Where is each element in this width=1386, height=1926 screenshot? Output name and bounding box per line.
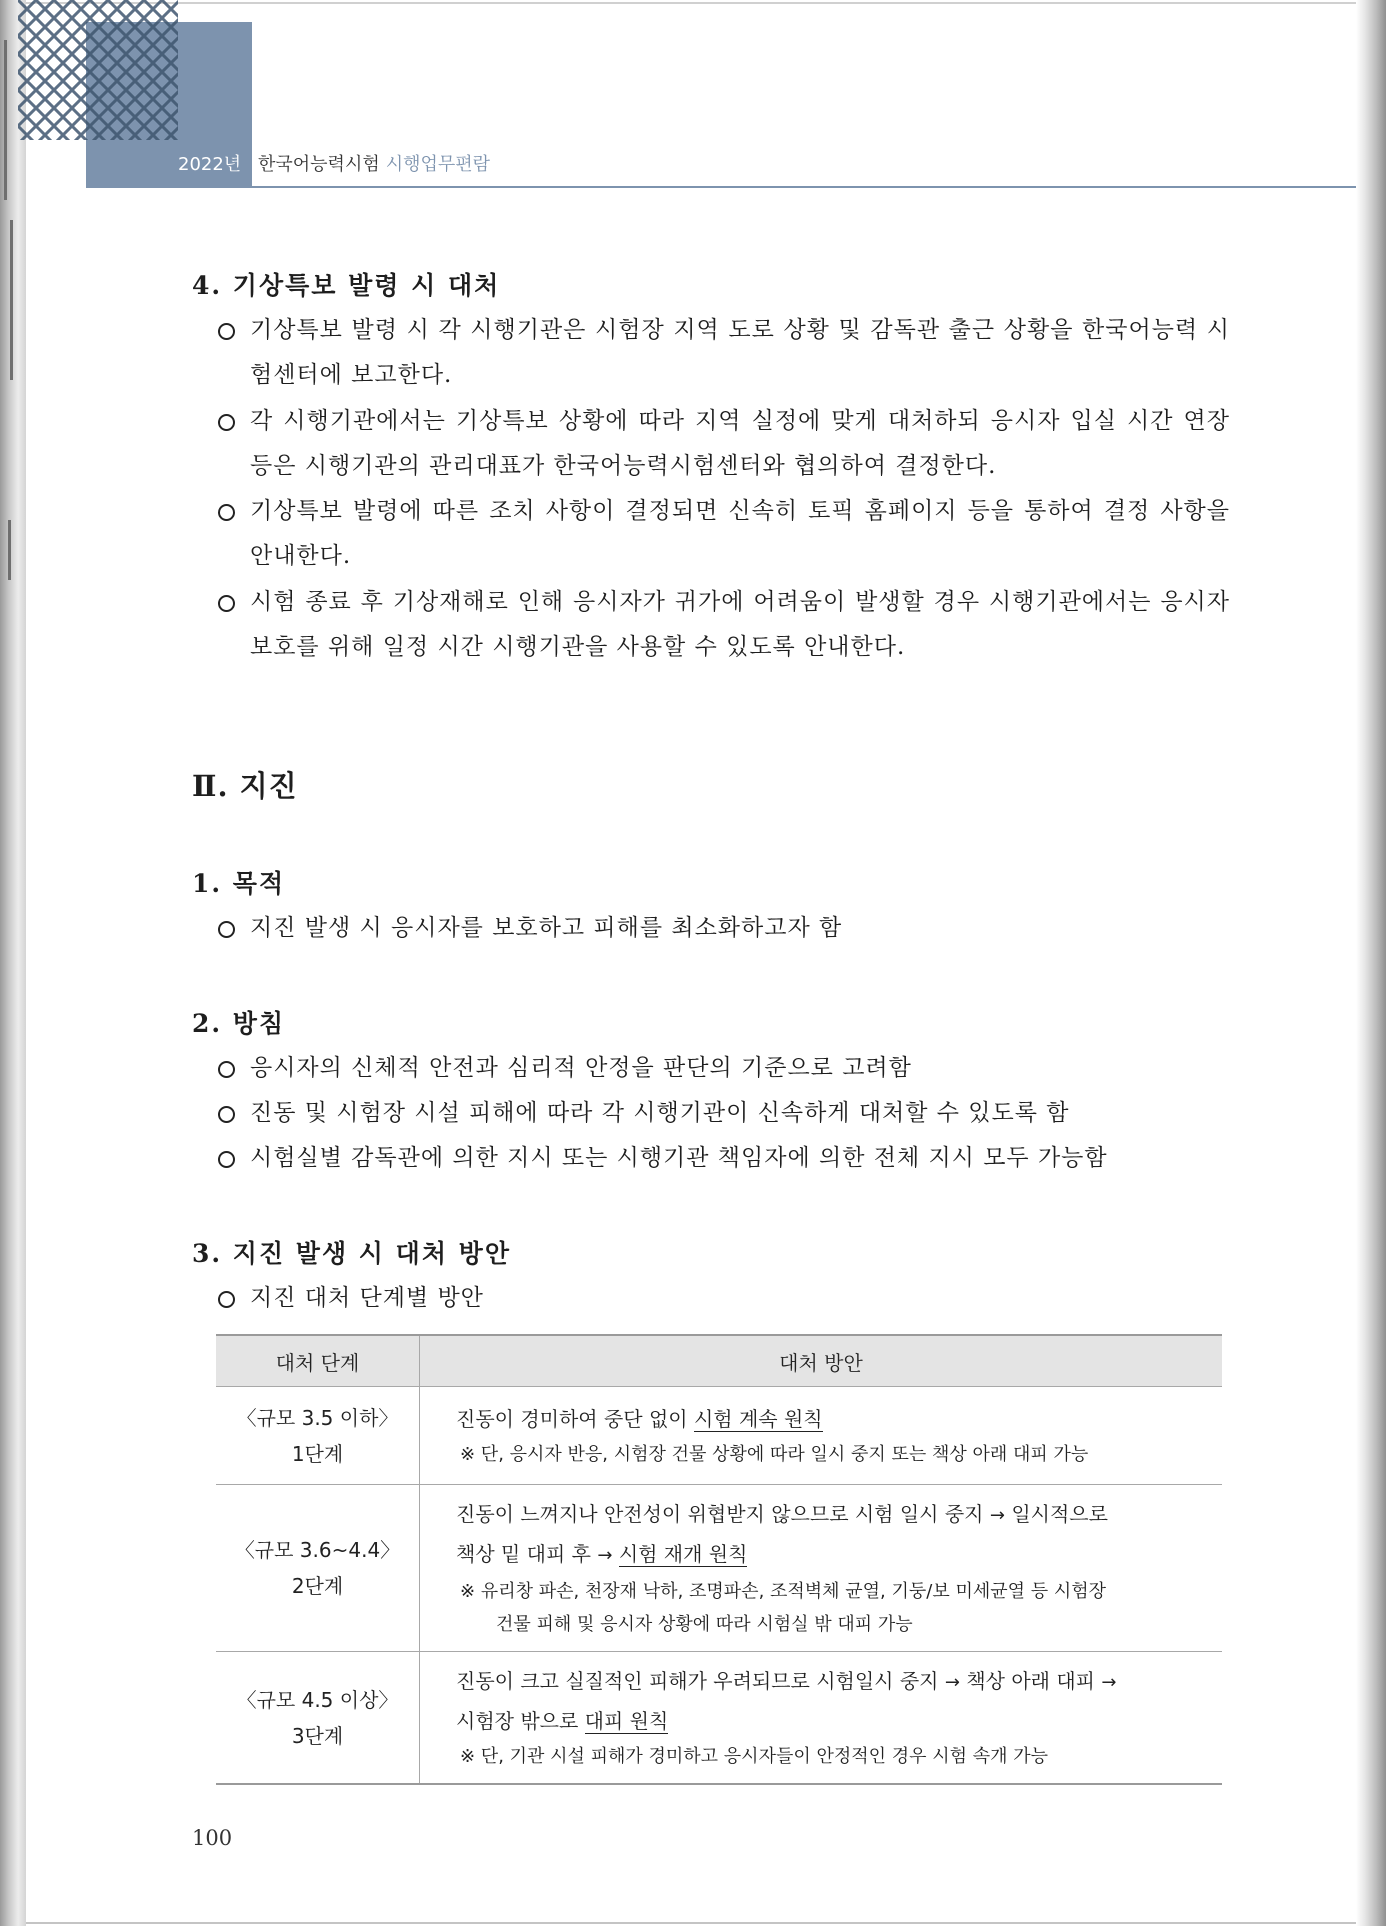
plan-principle: 시험 계속 원칙 [693,1407,823,1431]
arrow-right-icon: → [1101,1672,1117,1693]
earthquake-response-table [216,1334,1222,1785]
header-year: 2022년 [178,154,242,175]
stage-level: 1단계 [291,1441,344,1466]
list-item: 시험실별 감독관에 의한 지시 또는 시행기관 책임자에 의한 전체 지시 모두 가능함 [210,1136,1230,1181]
stage-cell [216,1485,420,1652]
table-row [216,1387,1222,1485]
stage-cell [216,1652,420,1785]
column-header-stage: 대처 단계 [216,1335,420,1387]
circle-bullet-icon [218,1061,235,1078]
section-heading-response: 3. 지진 발생 시 대처 방안 [192,1239,511,1268]
header-title [258,150,490,176]
header-rule [86,186,1356,188]
plan-principle: 대피 원칙 [584,1709,669,1733]
table-row [216,1652,1222,1785]
circle-bullet-icon [218,1291,235,1308]
stage-cell [216,1387,420,1485]
stage-scale: 〈규모 3.5 이하〉 [236,1405,399,1430]
section-heading-policy: 2. 방침 [192,1009,286,1038]
plan-text: 진동이 경미하여 중단 없이 시험 계속 원칙 [456,1407,823,1431]
stage-scale: 〈규모 4.5 이상〉 [236,1687,399,1712]
circle-bullet-icon [218,323,235,340]
arrow-right-icon: → [944,1672,960,1693]
arrow-right-icon: → [597,1545,613,1566]
list-item: 지진 대처 단계별 방안 [210,1276,1230,1321]
circle-bullet-icon [218,1151,235,1168]
plan-text: 시험장 밖으로 대피 원칙 [456,1709,669,1733]
table-header-row [216,1335,1222,1387]
chapter-heading-earthquake: Ⅱ. 지진 [192,769,298,803]
circle-bullet-icon [218,595,235,612]
circle-bullet-icon [218,921,235,938]
plan-cell [420,1652,1223,1785]
circle-bullet-icon [218,1106,235,1123]
stage-scale: 〈규모 3.6~4.4〉 [234,1538,401,1562]
plan-cell [420,1485,1223,1652]
plan-note-continued: 건물 피해 및 응시자 상황에 따라 시험실 밖 대피 가능 [496,1614,913,1635]
section-heading-weather: 4. 기상특보 발령 시 대처 [192,271,501,300]
plan-text: 진동이 크고 실질적인 피해가 우려되므로 시험일시 중지 → 책상 아래 대피 → [456,1669,1117,1693]
plan-text: 진동이 느껴지나 안전성이 위협받지 않으므로 시험 일시 중지 → 일시적으로 [456,1502,1108,1526]
plan-principle: 시험 재개 원칙 [618,1542,748,1566]
circle-bullet-icon [218,414,235,431]
plan-note: ※ 단, 기관 시설 피해가 경미하고 응시자들이 안정적인 경우 시험 속개 가능 [460,1746,1048,1767]
plan-cell [420,1387,1223,1485]
plan-note: ※ 단, 응시자 반응, 시험장 건물 상황에 따라 일시 중지 또는 책상 아래 대피 가능 [460,1444,1089,1465]
page-fold-shadow [1356,0,1386,1926]
header-title-sub: 시행업무편람 [385,154,491,175]
list-item: 시험 종료 후 기상재해로 인해 응시자가 귀가에 어려움이 발생할 경우 시행기관에서는 응시자 보호를 위해 일정 시간 시행기관을 사용할 수 있도록 안내한다. [210,580,1230,670]
book-spine-edge [0,0,26,1926]
plan-text: 책상 밑 대피 후 → 시험 재개 원칙 [456,1542,748,1566]
circle-bullet-icon [218,504,235,521]
list-item: 기상특보 발령에 따른 조치 사항이 결정되면 신속히 토픽 홈페이지 등을 통하여 결정 사항을 안내한다. [210,489,1230,579]
list-item: 각 시행기관에서는 기상특보 상황에 따라 지역 실정에 맞게 대처하되 응시자 입실 시간 연장 등은 시행기관의 관리대표가 한국어능력시험센터와 협의하여 결정한다. [210,399,1230,489]
plan-note: ※ 유리창 파손, 천장재 낙하, 조명파손, 조적벽체 균열, 기둥/보 미세균열 등 시험장 [460,1581,1106,1602]
list-item: 응시자의 신체적 안전과 심리적 안정을 판단의 기준으로 고려함 [210,1046,1230,1091]
list-item: 지진 발생 시 응시자를 보호하고 피해를 최소화하고자 함 [210,906,1230,951]
list-item: 기상특보 발령 시 각 시행기관은 시험장 지역 도로 상황 및 감독관 출근 상황을 한국어능력 시험센터에 보고한다. [210,308,1230,398]
column-header-plan: 대처 방안 [420,1335,1223,1387]
header-title-main: 한국어능력시험 [258,154,380,175]
list-item: 진동 및 시험장 시설 피해에 따라 각 시행기관이 신속하게 대처할 수 있도록 함 [210,1091,1230,1136]
page-bottom-border [26,1922,1356,1924]
page-number: 100 [192,1826,233,1850]
section-heading-purpose: 1. 목적 [192,869,286,898]
stage-level: 2단계 [291,1574,344,1598]
table-row [216,1485,1222,1652]
arrow-right-icon: → [989,1505,1005,1526]
stage-level: 3단계 [291,1723,344,1748]
